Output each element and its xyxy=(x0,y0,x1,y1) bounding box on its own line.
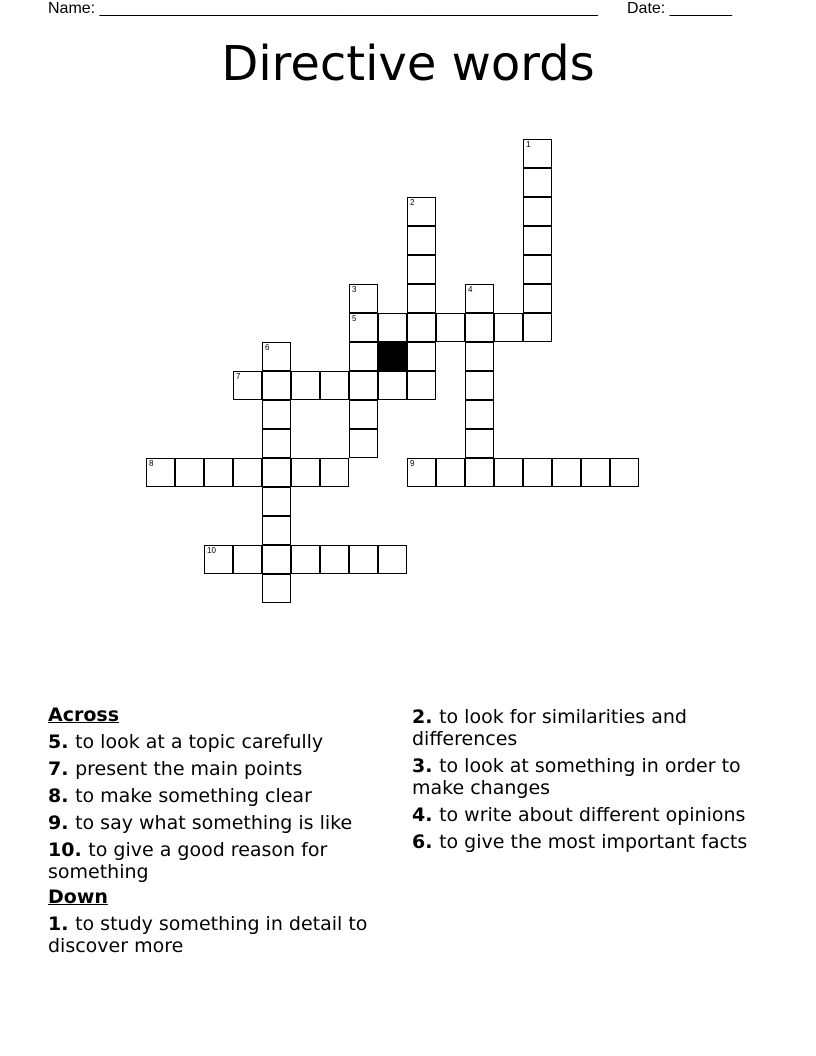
clue-item xyxy=(412,831,772,853)
clue-number: 8 xyxy=(149,459,154,468)
grid-cell[interactable] xyxy=(407,342,436,371)
grid-cell[interactable] xyxy=(407,458,436,487)
grid-cell[interactable] xyxy=(523,168,552,197)
clue-item-text: to make something clear xyxy=(75,785,312,807)
grid-cell[interactable] xyxy=(523,139,552,168)
grid-cell[interactable] xyxy=(146,458,175,487)
grid-cell[interactable] xyxy=(175,458,204,487)
grid-cell[interactable] xyxy=(465,429,494,458)
grid-cell[interactable] xyxy=(407,226,436,255)
grid-cell[interactable] xyxy=(465,458,494,487)
grid-cell[interactable] xyxy=(204,458,233,487)
grid-cell[interactable] xyxy=(407,197,436,226)
grid-cell[interactable] xyxy=(494,313,523,342)
clue-number: 5 xyxy=(352,314,357,323)
grid-cell[interactable] xyxy=(349,284,378,313)
grid-cell[interactable] xyxy=(610,458,639,487)
grid-cell[interactable] xyxy=(262,487,291,516)
clues-right-column xyxy=(412,701,772,853)
grid-cell[interactable] xyxy=(523,197,552,226)
grid-cell[interactable] xyxy=(349,429,378,458)
down-clue-list-continued xyxy=(412,706,772,853)
black-cell xyxy=(378,342,407,371)
grid-cell[interactable] xyxy=(407,371,436,400)
clue-number: 2 xyxy=(410,198,415,207)
clue-item-text: present the main points xyxy=(75,758,303,780)
grid-cell[interactable] xyxy=(262,574,291,603)
clue-number: 7 xyxy=(236,372,241,381)
clue-item-text: to write about different opinions xyxy=(439,804,746,826)
clue-item xyxy=(48,839,388,883)
grid-cell[interactable] xyxy=(465,284,494,313)
grid-cell[interactable] xyxy=(523,284,552,313)
grid-cell[interactable] xyxy=(204,545,233,574)
grid-cell[interactable] xyxy=(291,371,320,400)
clue-item-number: 10. xyxy=(48,839,89,861)
clue-number: 6 xyxy=(265,343,270,352)
grid-cell[interactable] xyxy=(523,226,552,255)
grid-cell[interactable] xyxy=(523,313,552,342)
grid-cell[interactable] xyxy=(349,313,378,342)
grid-cell[interactable] xyxy=(581,458,610,487)
grid-cell[interactable] xyxy=(552,458,581,487)
grid-cell[interactable] xyxy=(523,458,552,487)
grid-cell[interactable] xyxy=(465,342,494,371)
grid-cell[interactable] xyxy=(262,342,291,371)
clue-item-text: to give a good reason for something xyxy=(48,839,328,883)
clue-item-text: to say what something is like xyxy=(75,812,353,834)
grid-cell[interactable] xyxy=(349,545,378,574)
grid-cell[interactable] xyxy=(523,255,552,284)
grid-cell[interactable] xyxy=(320,545,349,574)
clue-item-text: to look for similarities and differences xyxy=(412,706,687,750)
clue-number: 10 xyxy=(207,546,216,555)
clue-item-number: 2. xyxy=(412,706,440,728)
clue-item-number: 1. xyxy=(48,913,76,935)
grid-cell[interactable] xyxy=(465,400,494,429)
clue-item-number: 4. xyxy=(412,804,440,826)
clue-item xyxy=(48,758,388,780)
clue-item-number: 3. xyxy=(412,755,440,777)
grid-cell[interactable] xyxy=(378,313,407,342)
grid-cell[interactable] xyxy=(436,458,465,487)
clue-item xyxy=(412,706,772,750)
clue-item-text: to look at something in order to make changes xyxy=(412,755,741,799)
clues-left-column xyxy=(48,701,388,957)
clue-item-text: to look at a topic carefully xyxy=(75,731,324,753)
page-title: Directive words xyxy=(221,36,595,92)
clue-item-number: 6. xyxy=(412,831,440,853)
grid-cell[interactable] xyxy=(233,458,262,487)
grid-cell[interactable] xyxy=(262,545,291,574)
grid-cell[interactable] xyxy=(407,255,436,284)
grid-cell[interactable] xyxy=(262,458,291,487)
grid-cell[interactable] xyxy=(262,429,291,458)
clue-item-number: 5. xyxy=(48,731,76,753)
grid-cell[interactable] xyxy=(378,371,407,400)
clue-item-number: 9. xyxy=(48,812,76,834)
grid-cell[interactable] xyxy=(465,371,494,400)
grid-cell[interactable] xyxy=(320,458,349,487)
clue-item-number: 8. xyxy=(48,785,76,807)
date-field[interactable]: Date: _______ xyxy=(627,0,732,17)
down-heading: Down xyxy=(48,886,108,908)
clue-number: 1 xyxy=(526,140,531,149)
grid-cell[interactable] xyxy=(233,545,262,574)
grid-cell[interactable] xyxy=(320,371,349,400)
clue-item-text: to study something in detail to discover more xyxy=(48,913,368,957)
clue-number: 4 xyxy=(468,285,473,294)
grid-cell[interactable] xyxy=(262,400,291,429)
grid-cell[interactable] xyxy=(233,371,262,400)
name-field[interactable]: Name: ________________________________________________________ xyxy=(48,0,598,17)
grid-cell[interactable] xyxy=(349,400,378,429)
clue-item-text: to give the most important facts xyxy=(439,831,748,853)
down-clue-list xyxy=(48,913,388,957)
grid-cell[interactable] xyxy=(291,458,320,487)
clue-number: 9 xyxy=(410,459,415,468)
grid-cell[interactable] xyxy=(465,313,494,342)
grid-cell[interactable] xyxy=(262,516,291,545)
clue-item xyxy=(48,731,388,753)
grid-cell[interactable] xyxy=(407,313,436,342)
clue-item xyxy=(48,913,388,957)
grid-cell[interactable] xyxy=(407,284,436,313)
grid-cell[interactable] xyxy=(378,545,407,574)
grid-cell[interactable] xyxy=(349,371,378,400)
grid-cell[interactable] xyxy=(262,371,291,400)
clue-item xyxy=(48,785,388,807)
across-clue-list xyxy=(48,731,388,883)
clue-item xyxy=(412,755,772,799)
grid-cell[interactable] xyxy=(291,545,320,574)
clue-item-number: 7. xyxy=(48,758,76,780)
clue-number: 3 xyxy=(352,285,357,294)
clue-item xyxy=(48,812,388,834)
grid-cell[interactable] xyxy=(349,342,378,371)
across-heading: Across xyxy=(48,704,120,726)
grid-cell[interactable] xyxy=(436,313,465,342)
clue-item xyxy=(412,804,772,826)
grid-cell[interactable] xyxy=(494,458,523,487)
